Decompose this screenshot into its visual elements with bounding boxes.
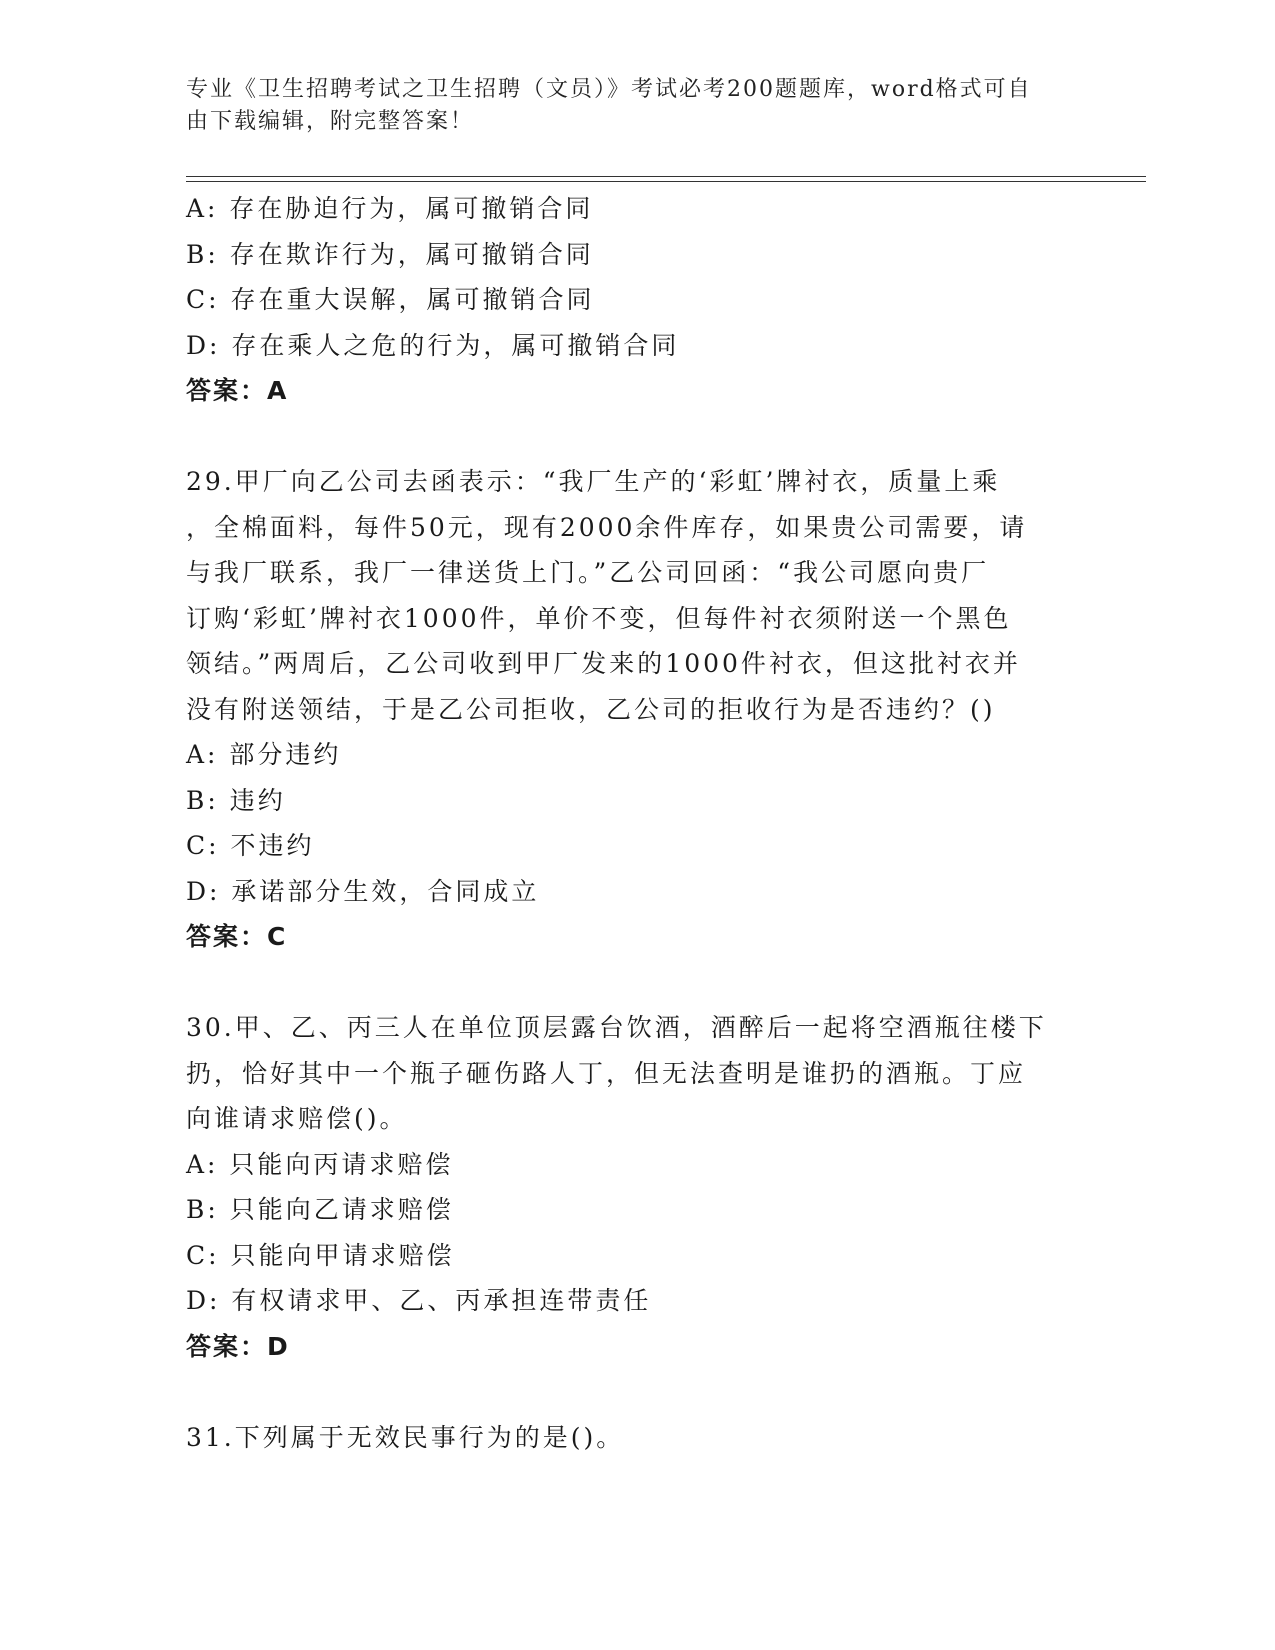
option-a: A: 存在胁迫行为，属可撤销合同 — [186, 194, 594, 223]
header-line: 专业《卫生招聘考试之卫生招聘（文员）》考试必考200题题库，word格式可自 — [186, 77, 1032, 102]
answer-label: 答案：D — [186, 1331, 290, 1361]
question-line: 与我厂联系，我厂一律送货上门。”乙公司回函：“我公司愿向贵厂 — [186, 558, 990, 587]
header-divider — [186, 176, 1146, 177]
option-b: B: 只能向乙请求赔偿 — [186, 1195, 454, 1224]
question-line: 向谁请求赔偿()。 — [186, 1104, 408, 1133]
question-28 — [186, 186, 1086, 414]
question-line: 31.下列属于无效民事行为的是()。 — [186, 1422, 625, 1452]
option-c: C: 不违约 — [186, 831, 315, 860]
option-d: D: 有权请求甲、乙、丙承担连带责任 — [186, 1286, 652, 1315]
question-30 — [186, 1005, 1086, 1369]
question-text — [186, 1005, 1086, 1142]
question-line: 订购‘彩虹’牌衬衣1000件，单价不变，但每件衬衣须附送一个黑色 — [186, 603, 1012, 633]
option-b: B: 违约 — [186, 785, 286, 815]
option-d: D: 存在乘人之危的行为，属可撤销合同 — [186, 330, 680, 360]
header-divider — [186, 181, 1146, 182]
question-line: 29.甲厂向乙公司去函表示：“我厂生产的‘彩虹’牌衬衣，质量上乘 — [186, 467, 1001, 496]
option-a: A: 部分违约 — [186, 740, 342, 769]
header-line: 由下载编辑，附完整答案！ — [186, 109, 475, 134]
question-29 — [186, 459, 1086, 960]
document-header — [186, 74, 1066, 138]
question-line: 领结。”两周后，乙公司收到甲厂发来的1000件衬衣，但这批衬衣并 — [186, 649, 1021, 678]
question-text — [186, 1415, 1086, 1461]
option-c: C: 存在重大误解，属可撤销合同 — [186, 285, 595, 314]
option-c: C: 只能向甲请求赔偿 — [186, 1240, 455, 1270]
option-b: B: 存在欺诈行为，属可撤销合同 — [186, 239, 594, 269]
question-list — [186, 186, 1086, 1460]
question-line: ，全棉面料，每件50元，现有2000余件库存，如果贵公司需要，请 — [186, 512, 1028, 542]
question-line: 扔，恰好其中一个瓶子砸伤路人丁，但无法查明是谁扔的酒瓶。丁应 — [186, 1058, 1027, 1088]
answer-label: 答案：C — [186, 922, 288, 951]
question-31 — [186, 1415, 1086, 1461]
question-line: 没有附送领结，于是乙公司拒收，乙公司的拒收行为是否违约？() — [186, 694, 996, 724]
option-a: A: 只能向丙请求赔偿 — [186, 1149, 454, 1179]
option-d: D: 承诺部分生效，合同成立 — [186, 876, 540, 906]
question-text — [186, 459, 1086, 732]
answer-label: 答案：A — [186, 376, 289, 405]
question-line: 30.甲、乙、丙三人在单位顶层露台饮酒，酒醉后一起将空酒瓶往楼下 — [186, 1013, 1047, 1042]
